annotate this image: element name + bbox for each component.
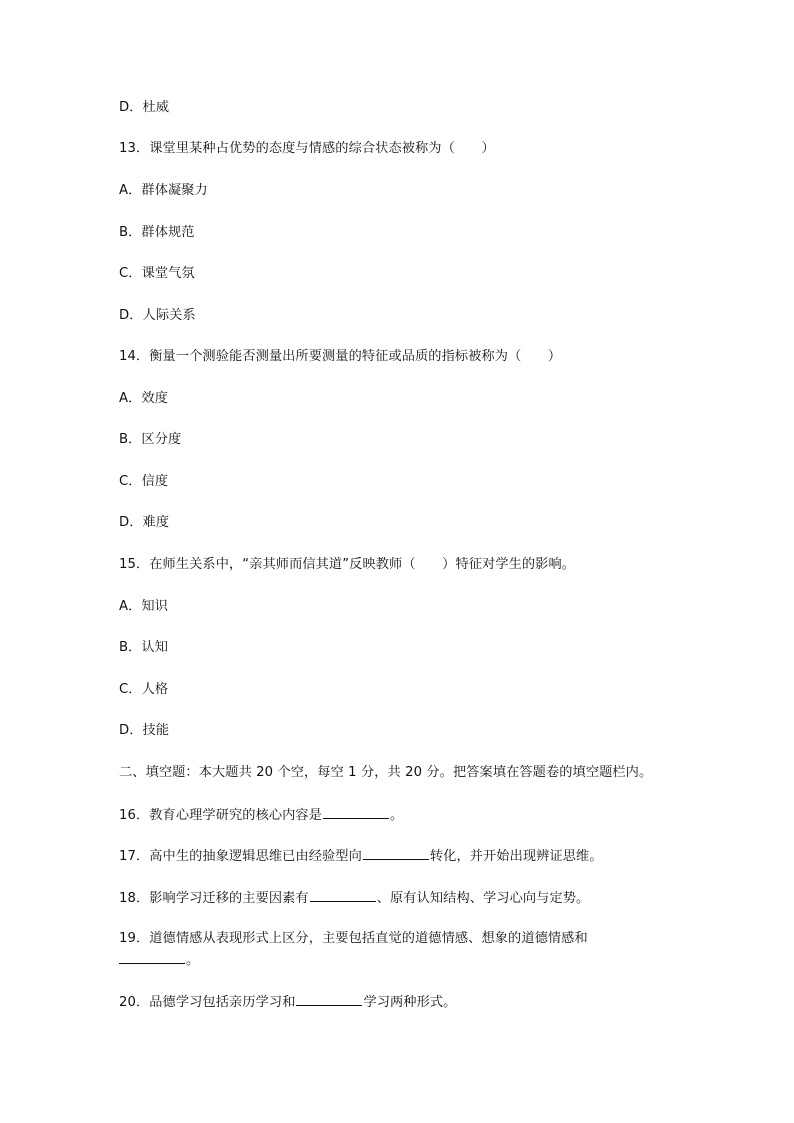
q17-end: 转化，并开始出现辨证思维。 (429, 849, 603, 864)
q15-option-c: C．人格 (119, 682, 169, 697)
q14-option-b: B．区分度 (119, 432, 182, 447)
q15-stem: 15．在师生关系中，“亲其师而信其道”反映教师（ ）特征对学生的影响。 (119, 557, 576, 572)
q19-end: 。 (186, 953, 200, 968)
q17 (119, 847, 603, 866)
fill-in-section-heading: 二、填空题：本大题共 20 个空，每空 1 分，共 20 分。把答案填在答题卷的填空题栏内。 (119, 765, 653, 780)
q16-text: 16．教育心理学研究的核心内容是 (119, 808, 323, 823)
q15-option-a: A．知识 (119, 599, 168, 614)
q13-option-a: A．群体凝聚力 (119, 183, 208, 198)
q19-line-2 (119, 951, 199, 970)
answer-blank (363, 847, 429, 860)
q15-option-d: D．技能 (119, 723, 170, 738)
q18-end: 、原有认知结构、学习心向与定势。 (376, 891, 590, 906)
q14-option-a: A．效度 (119, 391, 168, 406)
q13-option-c: C．课堂气氛 (119, 266, 195, 281)
q20-text: 20．品德学习包括亲历学习和 (119, 995, 296, 1010)
q15-option-b: B．认知 (119, 640, 169, 655)
q16-end: 。 (390, 808, 404, 823)
answer-blank (119, 951, 185, 964)
q16 (119, 806, 403, 825)
q14-stem: 14．衡量一个测验能否测量出所要测量的特征或品质的指标被称为（ ） (119, 349, 562, 364)
q12-option-d: D．杜威 (119, 100, 170, 115)
q13-option-b: B．群体规范 (119, 225, 195, 240)
answer-blank (323, 806, 389, 819)
q13-stem: 13．课堂里某种占优势的态度与情感的综合状态被称为（ ） (119, 141, 495, 156)
q14-option-c: C．信度 (119, 474, 169, 489)
q19-line-1: 19．道德情感从表现形式上区分，主要包括直觉的道德情感、想象的道德情感和 (119, 931, 588, 946)
answer-blank (296, 993, 362, 1006)
q20-end: 学习两种形式。 (363, 995, 457, 1010)
q18 (119, 889, 589, 908)
q13-option-d: D．人际关系 (119, 308, 196, 323)
answer-blank (310, 889, 376, 902)
q14-option-d: D．难度 (119, 515, 170, 530)
q18-text: 18．影响学习迁移的主要因素有 (119, 891, 309, 906)
q17-text: 17．高中生的抽象逻辑思维已由经验型向 (119, 849, 362, 864)
q20 (119, 993, 456, 1012)
